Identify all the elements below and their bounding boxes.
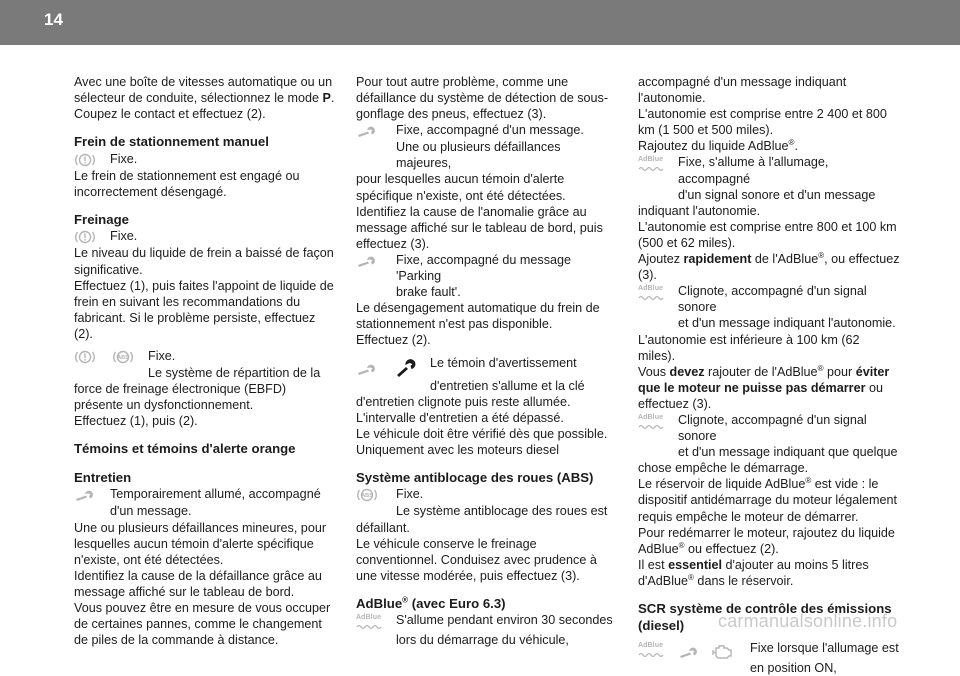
scr-item: AdBlue Fixe lorsque l'allumage est en position ON, bbox=[638, 641, 899, 675]
braking-item: Fixe. Le niveau du liquide de frein a baissé de façon significative. Effectuez (1), puis faites l'appoint de liquide de frein en suivant les recommandations du fabricant. Si le problème persiste, effectuez (2). bbox=[74, 229, 334, 341]
column-1 bbox=[74, 74, 336, 648]
adblue-icon: AdBlue bbox=[638, 642, 668, 660]
wrench-icon bbox=[356, 253, 378, 269]
ebfd-item: ABS Fixe. Le système de répartition de la force de freinage électronique (EBFD) présente un dysfonctionnement. Effectuez (1), puis (2). bbox=[74, 349, 321, 429]
service-heading: Entretien bbox=[74, 469, 132, 485]
add-adblue-line: Rajoutez du liquide AdBlue®. bbox=[638, 138, 798, 154]
column-3 bbox=[638, 74, 900, 676]
abs-icon bbox=[356, 487, 378, 503]
automatic-gearbox-paragraph: Avec une boîte de vitesses automatique ou un sélecteur de conduite, sélectionnez le mode P. Coupez le contact et effectuez (2). bbox=[74, 75, 335, 122]
scr-heading: SCR système de contrôle des émissions (diesel) bbox=[638, 601, 892, 633]
wrench-icon bbox=[356, 123, 378, 139]
abs-icon bbox=[112, 349, 134, 365]
autonomy-paragraph: accompagné d'un message indiquant l'autonomie. L'autonomie est comprise entre 2 400 et 800 km (1 500 et 500 miles). bbox=[638, 75, 887, 138]
service-major-item: Fixe, accompagné d'un message. Une ou plusieurs défaillances majeures, pour lesquelles aucun témoin d'alerte spécifique n'existe, ont été détectées. Identifiez la cause de l'anomalie grâce au message affiché sur le tableau de bord, puis effectuez (3). bbox=[356, 123, 603, 251]
brake-warning-icon bbox=[74, 349, 96, 365]
page-number: 14 bbox=[44, 10, 63, 29]
adblue-start-prevented-item: AdBlue Clignote, accompagné d'un signal sonore et d'un message indiquant que quelque chose empêche le démarrage. Le réservoir de liquide AdBlue® est vide : le dispositif antidémarrage du moteur légalement requis empêche le moteur de démarrer. Pour redémarrer le moteur, rajoutez du liquide AdBlue® ou effectuez (2). Il est essentiel d'ajouter au moins 5 litres d'AdBlue® dans le réservoir. bbox=[638, 412, 898, 588]
adblue-icon: AdBlue bbox=[638, 414, 668, 432]
adblue-fixed-item: AdBlue Fixe, s'allume à l'allumage, accompagné d'un signal sonore et d'un message indiquant l'autonomie. L'autonomie est comprise entre 800 et 100 km (500 et 62 miles). Ajoutez rapidement de l'AdBlue®, ou effectuez (3). bbox=[638, 155, 900, 283]
page-header-bar bbox=[0, 0, 960, 45]
parking-brake-fault-item: Fixe, accompagné du message 'Parking brake fault'. Le désengagement automatique du frein de stationnement n'est pas disponible. Effectuez (2). bbox=[356, 252, 600, 348]
wrench-icon bbox=[356, 361, 378, 377]
adblue-icon: AdBlue bbox=[638, 156, 668, 174]
other-problem-paragraph: Pour tout autre problème, comme une défaillance du système de détection de sous-gonflage des pneus, effectuez (3). bbox=[356, 75, 609, 122]
parking-brake-item: Fixe. Le frein de stationnement est engagé ou incorrectement désengagé. bbox=[74, 151, 300, 199]
brake-warning-icon bbox=[74, 152, 96, 168]
abs-heading: Système antiblocage des roues (ABS) bbox=[356, 469, 594, 485]
brake-warning-icon bbox=[74, 229, 96, 245]
column-2 bbox=[356, 74, 618, 649]
braking-heading: Freinage bbox=[74, 211, 129, 227]
svg-text:ABS: ABS bbox=[117, 355, 129, 362]
service-item: Temporairement allumé, accompagné d'un message. Une ou plusieurs défaillances mineures, pour lesquelles aucun témoin d'alerte spécifique n'existe, ont été détectées. Identifiez la cause de la défaillance grâce au message affiché sur le tableau de bord. Vous pouvez être en mesure de vous occuper de certaines pannes, comme le changement de piles de la commande à distance. bbox=[74, 487, 331, 648]
service-key-icon bbox=[394, 356, 416, 378]
parking-brake-heading: Frein de stationnement manuel bbox=[74, 134, 269, 150]
wrench-icon bbox=[678, 644, 700, 660]
engine-icon bbox=[710, 642, 734, 660]
abs-item: ABS Fixe. Le système antiblocage des roues est défaillant. Le véhicule conserve le freinage conventionnel. Conduisez avec prudence à une vitesse modérée, puis effectuez (3). bbox=[356, 487, 608, 583]
watermark-text: carmanualsonline.info bbox=[718, 611, 898, 631]
adblue-start-item: AdBlue S'allume pendant environ 30 secondes lors du démarrage du véhicule, bbox=[356, 613, 613, 648]
service-interval-item: Le témoin d'avertissement d'entretien s'allume et la clé d'entretien clignote puis reste allumée. L'intervalle d'entretien a été dépassé. Le véhicule doit être vérifié dès que possible. Uniquement avec les moteurs diesel bbox=[356, 355, 608, 457]
adblue-flashing-autonomy-item: AdBlue Clignote, accompagné d'un signal sonore et d'un message indiquant l'autonomie. L'autonomie est inférieure à 100 km (62 miles). Vous devez rajouter de l'AdBlue® pour éviter que le moteur ne puisse pas démarrer ou effectuez (3). bbox=[638, 284, 896, 411]
orange-warnings-heading: Témoins et témoins d'alerte orange bbox=[74, 441, 296, 457]
svg-text:ABS: ABS bbox=[361, 493, 373, 500]
adblue-icon: AdBlue bbox=[356, 614, 386, 632]
adblue-icon: AdBlue bbox=[638, 285, 668, 303]
adblue-heading: AdBlue® (avec Euro 6.3) bbox=[356, 595, 506, 611]
wrench-icon bbox=[74, 487, 96, 503]
